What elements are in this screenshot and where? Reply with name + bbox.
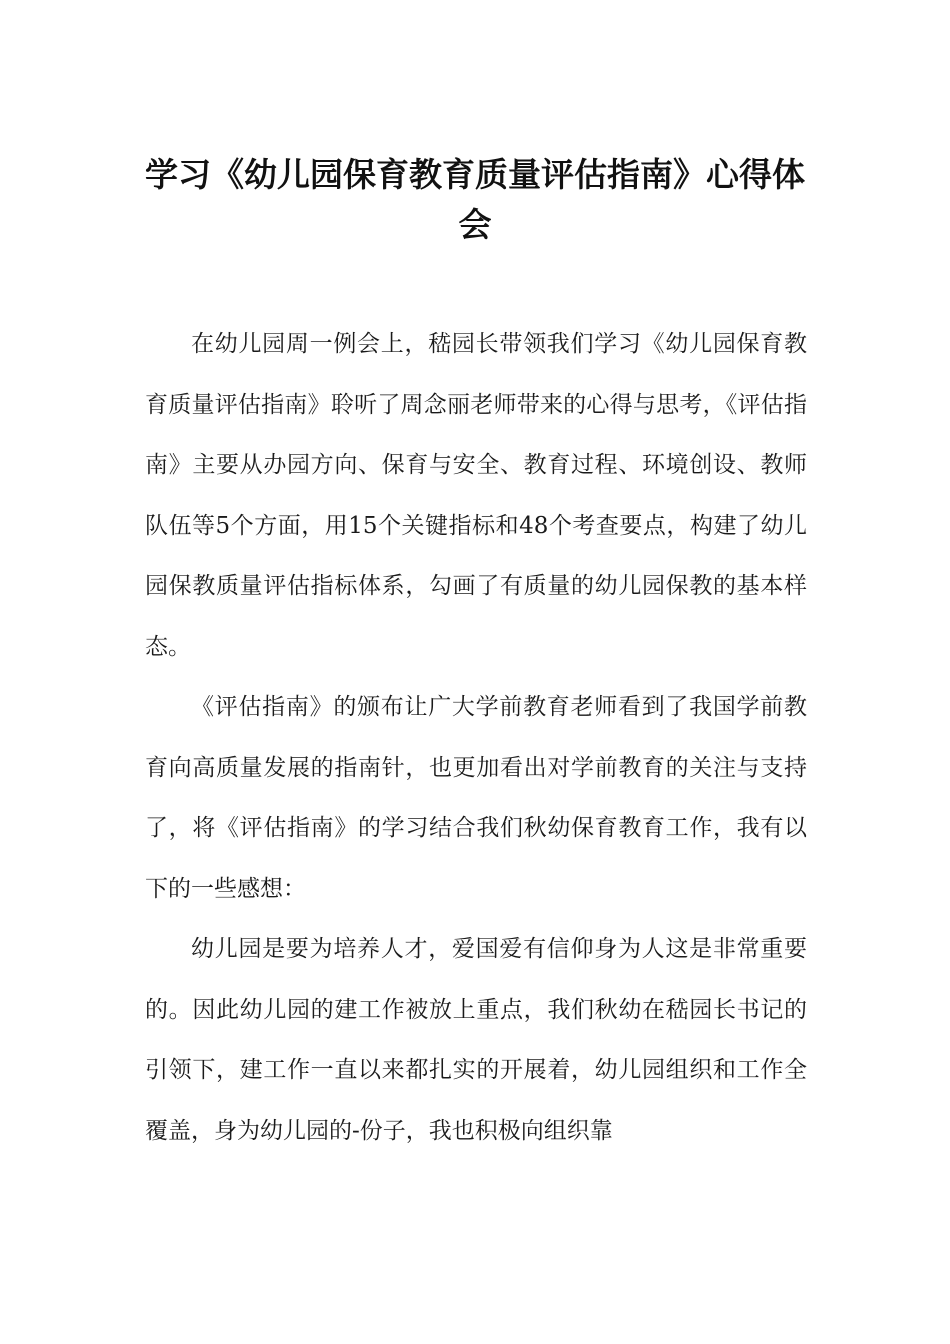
paragraph-3: 幼儿园是要为培养人才，爱国爱有信仰身为人这是非常重要的。因此幼儿园的建工作被放上重点，我们秋幼在嵇园长书记的引领下，建工作一直以来都扎实的开展着，幼儿园组织和工作全覆盖，身为幼儿园的-份子，我也积极向组织靠 — [145, 936, 807, 1144]
paragraph-2: 《评估指南》的颁布让广大学前教育老师看到了我国学前教育向高质量发展的指南针，也更加看出对学前教育的关注与支持了，将《评估指南》的学习结合我们秋幼保育教育工作，我有以下的一些感想： — [145, 694, 807, 902]
document-title: 学习《幼儿园保育教育质量评估指南》心得体会 — [145, 155, 805, 244]
document-body — [145, 314, 807, 1161]
paragraph-1: 在幼儿园周一例会上，嵇园长带领我们学习《幼儿园保育教育质量评估指南》聆听了周念丽老师带来的心得与思考，《评估指南》主要从办园方向、保育与安全、教育过程、环境创设、教师队伍等5个方面，用15个关键指标和48个考查要点，构建了幼儿园保教质量评估指标体系，勾画了有质量的幼儿园保教的基本样态。 — [145, 331, 807, 660]
